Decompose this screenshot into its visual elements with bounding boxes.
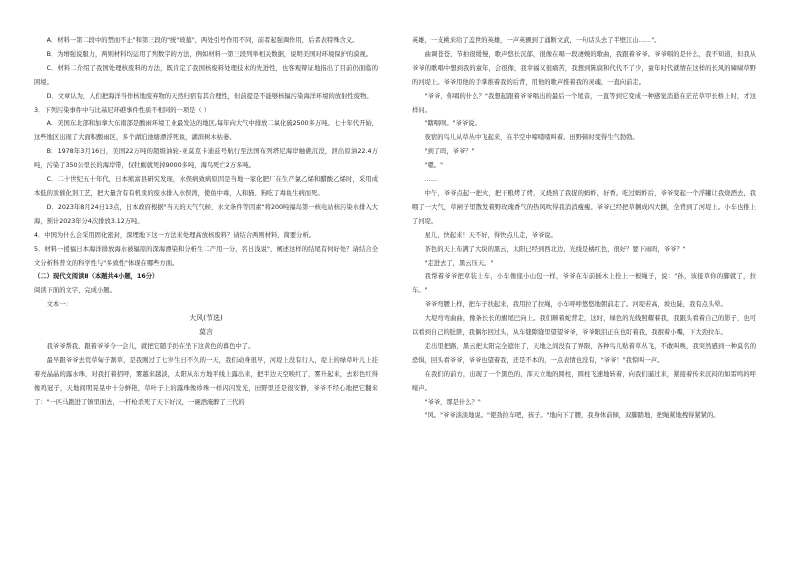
passage-paragraph: 曲调苍苍，节拍很缓慢，歌声悠长沉郁，很像在唱一段凄婉的歌曲，我跟着爷爷。爷爷唱的是什么，我不知道，但我从爷爷的歌唱中想到我的童年，会很像，我幸福又很痛苦，我想到陈腐和代代不了少，童年时代就情在这样的长风的啸啸草野的河堤上。爷爷用他的手掌推着我的后背，用他的歌声推着我的灵魂，一直向前走。	[412, 50, 756, 86]
passage-author: 莫言	[199, 328, 213, 337]
section-heading: （二）现代文阅读Ⅱ（本题共4小题，16分）	[34, 273, 159, 281]
passage-paragraph: 我帮着爷爷把草装上车，小车像座小山包一样，爷爷在车前插木上拴上一根绳子，说："孙，该接草你的脚就了，拉车。"	[412, 273, 756, 295]
question-3-option-a: A．美国东北部和加拿大东南部是酸雨环境工业最发达的地区,每年向大气中排放二氧化硫2500多万吨。七十年代开始，这些地区出现了大面积酸雨区，多个湖泊池塘漂浮死鱼，湖滨树木枯萎。	[34, 120, 378, 142]
passage-paragraph: 星儿，快起来！天不好，得快点儿走，爷爷说。	[424, 231, 557, 239]
passage-paragraph: 走出里把路，黑云把太阳完全遮住了，天地之间没有了界限，各种鸟儿贴着草丛飞，不敢叫唤，我突然感到一种莫名的恐惧，回头看爷爷，爷爷也望着我，还是不本的，一点表情也没有，"爷爷！"我惊叫一声。	[412, 342, 756, 364]
option-d-paragraph: D．文章认为，人们把海洋当作核地废弃物的天然归宿有其合理性，但前提是不能够核辐污染海洋环境的放射性废物。	[46, 92, 373, 100]
passage-paragraph: 夜宿的鸟儿从草丛中飞起来，在半空中啼喳喳叫着。田野顿时变得生气勃勃。	[424, 134, 639, 142]
left-column	[34, 34, 378, 409]
passage-paragraph: "嗯。"	[424, 162, 443, 170]
question-3-option-b: B．1978年3月16日，美国22万吨的超级油轮-亚莫克卡迪兹号航行至法国布列塔尼海岸触礁沉没，泄出原油22.4万吨，污染了350公里长的海岸带，仅牡蛎就死掉9000多吨，海鸟死亡2万多吨。	[34, 148, 378, 170]
option-c-paragraph: C．材料二介绍了我国处理核废料的方法，既肯定了我国核废料处理技术的先进性，也客观辩证地指出了目前仍面临的困境。	[34, 64, 378, 86]
passage-title: 大风(节选)	[189, 314, 223, 323]
passage-paragraph: "到了吗，爷爷？"	[424, 148, 475, 156]
passage-paragraph: 中午，爷爷点起一把火，把干粮烤了烤，又烧熟了我捉的蚂蚱，好香。吃过蚂蚱后，爷爷变起一个浮罐让我烧酒去，我喂了一大气，草闸子里散发着野玫瑰香气的热风吹得我消消瘦瘦。爷爷已经把草捆成四大捆，全背到了河堤上。小车也推上了河堤。	[412, 189, 756, 225]
question-5: 5．材料一援福日本海洋排放海水被辐原的深海漂染和分析生二产用一分，名日浅说"，阐述这样的结尾有何好处？请结合全文分析科普文的科学性与"多致性"体现在哪些方面。	[34, 245, 378, 267]
passage-paragraph: 我爷爷帮我，跟着爷爷今一会儿，就把它随手扔在坐下这黄色的暮色中了。	[46, 342, 255, 350]
question-3: 3．下列污染事件中与比基尼环礁事件性质不相同的一项是（ ）	[34, 106, 211, 114]
passage-ellipsis: ……	[424, 176, 438, 184]
passage-paragraph: 英雄，一支桃来给了盖世的英雄，一声英颤到了涌断文武，一句话头去了半壁江山……"。	[412, 37, 661, 44]
question-4: 4．中国为什么会采用固化密封，深埋地下这一方法来处理高放核废料？请结合两则材料，简要分析。	[34, 231, 316, 239]
passage-paragraph: 大堤弯弯曲曲，像条长长的旗尾巴向上。我们顺着蛇背走，这时，绿色的光线照耀着我，我跟头看着自己的影子，也可以看到自己的肚脐，我偶尔回过头，从车缝隙缝里望望爷爷，爷爷眼泪正在也盯着我，我抿着小嘴，下大劲拉车。	[412, 315, 756, 337]
passage-paragraph: 在我们的前方，出现了一个黑色的，浑天立地的圆柱，圆柱飞速地转着，向我们逼过来，紧接着传来沉闷的如雷鸣的呼嚎声。	[412, 370, 756, 392]
right-column	[412, 34, 756, 423]
passage-paragraph: "爷爷，你唱的什么？"我想起跟着爷爷唱出的最后一个尾音，一直等到它变成一种感觉消逝在茫茫草甲长桥上时，才这样问。	[412, 92, 756, 114]
question-3-option-c: C．二十世纪五十年代，日本熊富县研究发现，水俣病致病原因是当地一家化肥厂在生产氯乙烯和醋酸乙烯时，采用成本低的汞催化剂工艺，把大量含有有机汞的废水排入水俣湾，使鱼中毒，人和猫、狗吃了毒鱼生病而死。	[34, 176, 378, 197]
passage-paragraph: "瞎唱呗。"爷爷说。	[424, 120, 481, 128]
passage-paragraph: 最早跟爷爷去荒草甸子割草，是我刚过了七岁生日不久的一天，我们动身很早，河堤上没有行人，堤上的绿草叶儿上挂着亮晶晶的露水珠，对我打着招呼，雾越来越淡，太阳从东方地平线上露出来，把半边天空映红了，雾升起来，去彩色红得像鸡冠子，天地间明晃晃中十分鲜艳，草叶子上的露珠像珍珠一样闪闪发光，田野里还是很安静，爷爷不经心地把它翻来了："一匹马跑进了镇里面去，一杆枪杀死了天下好汉，一碗酒淹醉了三代的	[34, 356, 378, 406]
reading-instruction: 阅读下面的文字，完成小题。	[34, 287, 116, 295]
passage-paragraph: "风。"爷爷淡淡地说。"使劲拉车吧，孩子。"地向下了腰，我身体前倾，双脚踏地，把绳紧地拽得紧紧的。	[424, 412, 720, 420]
text-one-label: 文本一：	[46, 301, 72, 309]
passage-paragraph: 茶色的天上布满了大块的黑云，太阳已经到西北边，光线是橘红色，很好？要下雨吗，爷爷？"	[424, 245, 686, 253]
passage-paragraph: "走进去了，黑云压天。"	[424, 259, 494, 267]
passage-paragraph: 爷爷弯腰上样，把车子扶起来，我用拉了拉绳，小车呼呼悠悠地朝前走了。河堤若高，坡也陡，我有点头晕。	[424, 301, 727, 309]
option-a-paragraph: A．材料一第二段中的禁而不止"和第三段的"统"玻墓"，两处引号作用不同，前者起强调作用，后者表特殊含义。	[46, 37, 359, 44]
passage-paragraph: "爷爷，那是什么？"	[424, 398, 481, 406]
option-b-paragraph: B．为增强说服力，两则材料均运用了列数字的方法，例如材料一第三段列举相关数据，说明美国对环境保护的漠视。	[46, 50, 373, 58]
question-3-option-d: D．2023年8月24日13点，日本政府根据"当天的天气气候、水文条件等因素"将200吨福岛第一核电站核污染水排入大海，预计2023年分4次排放3.12万吨。	[34, 203, 378, 225]
